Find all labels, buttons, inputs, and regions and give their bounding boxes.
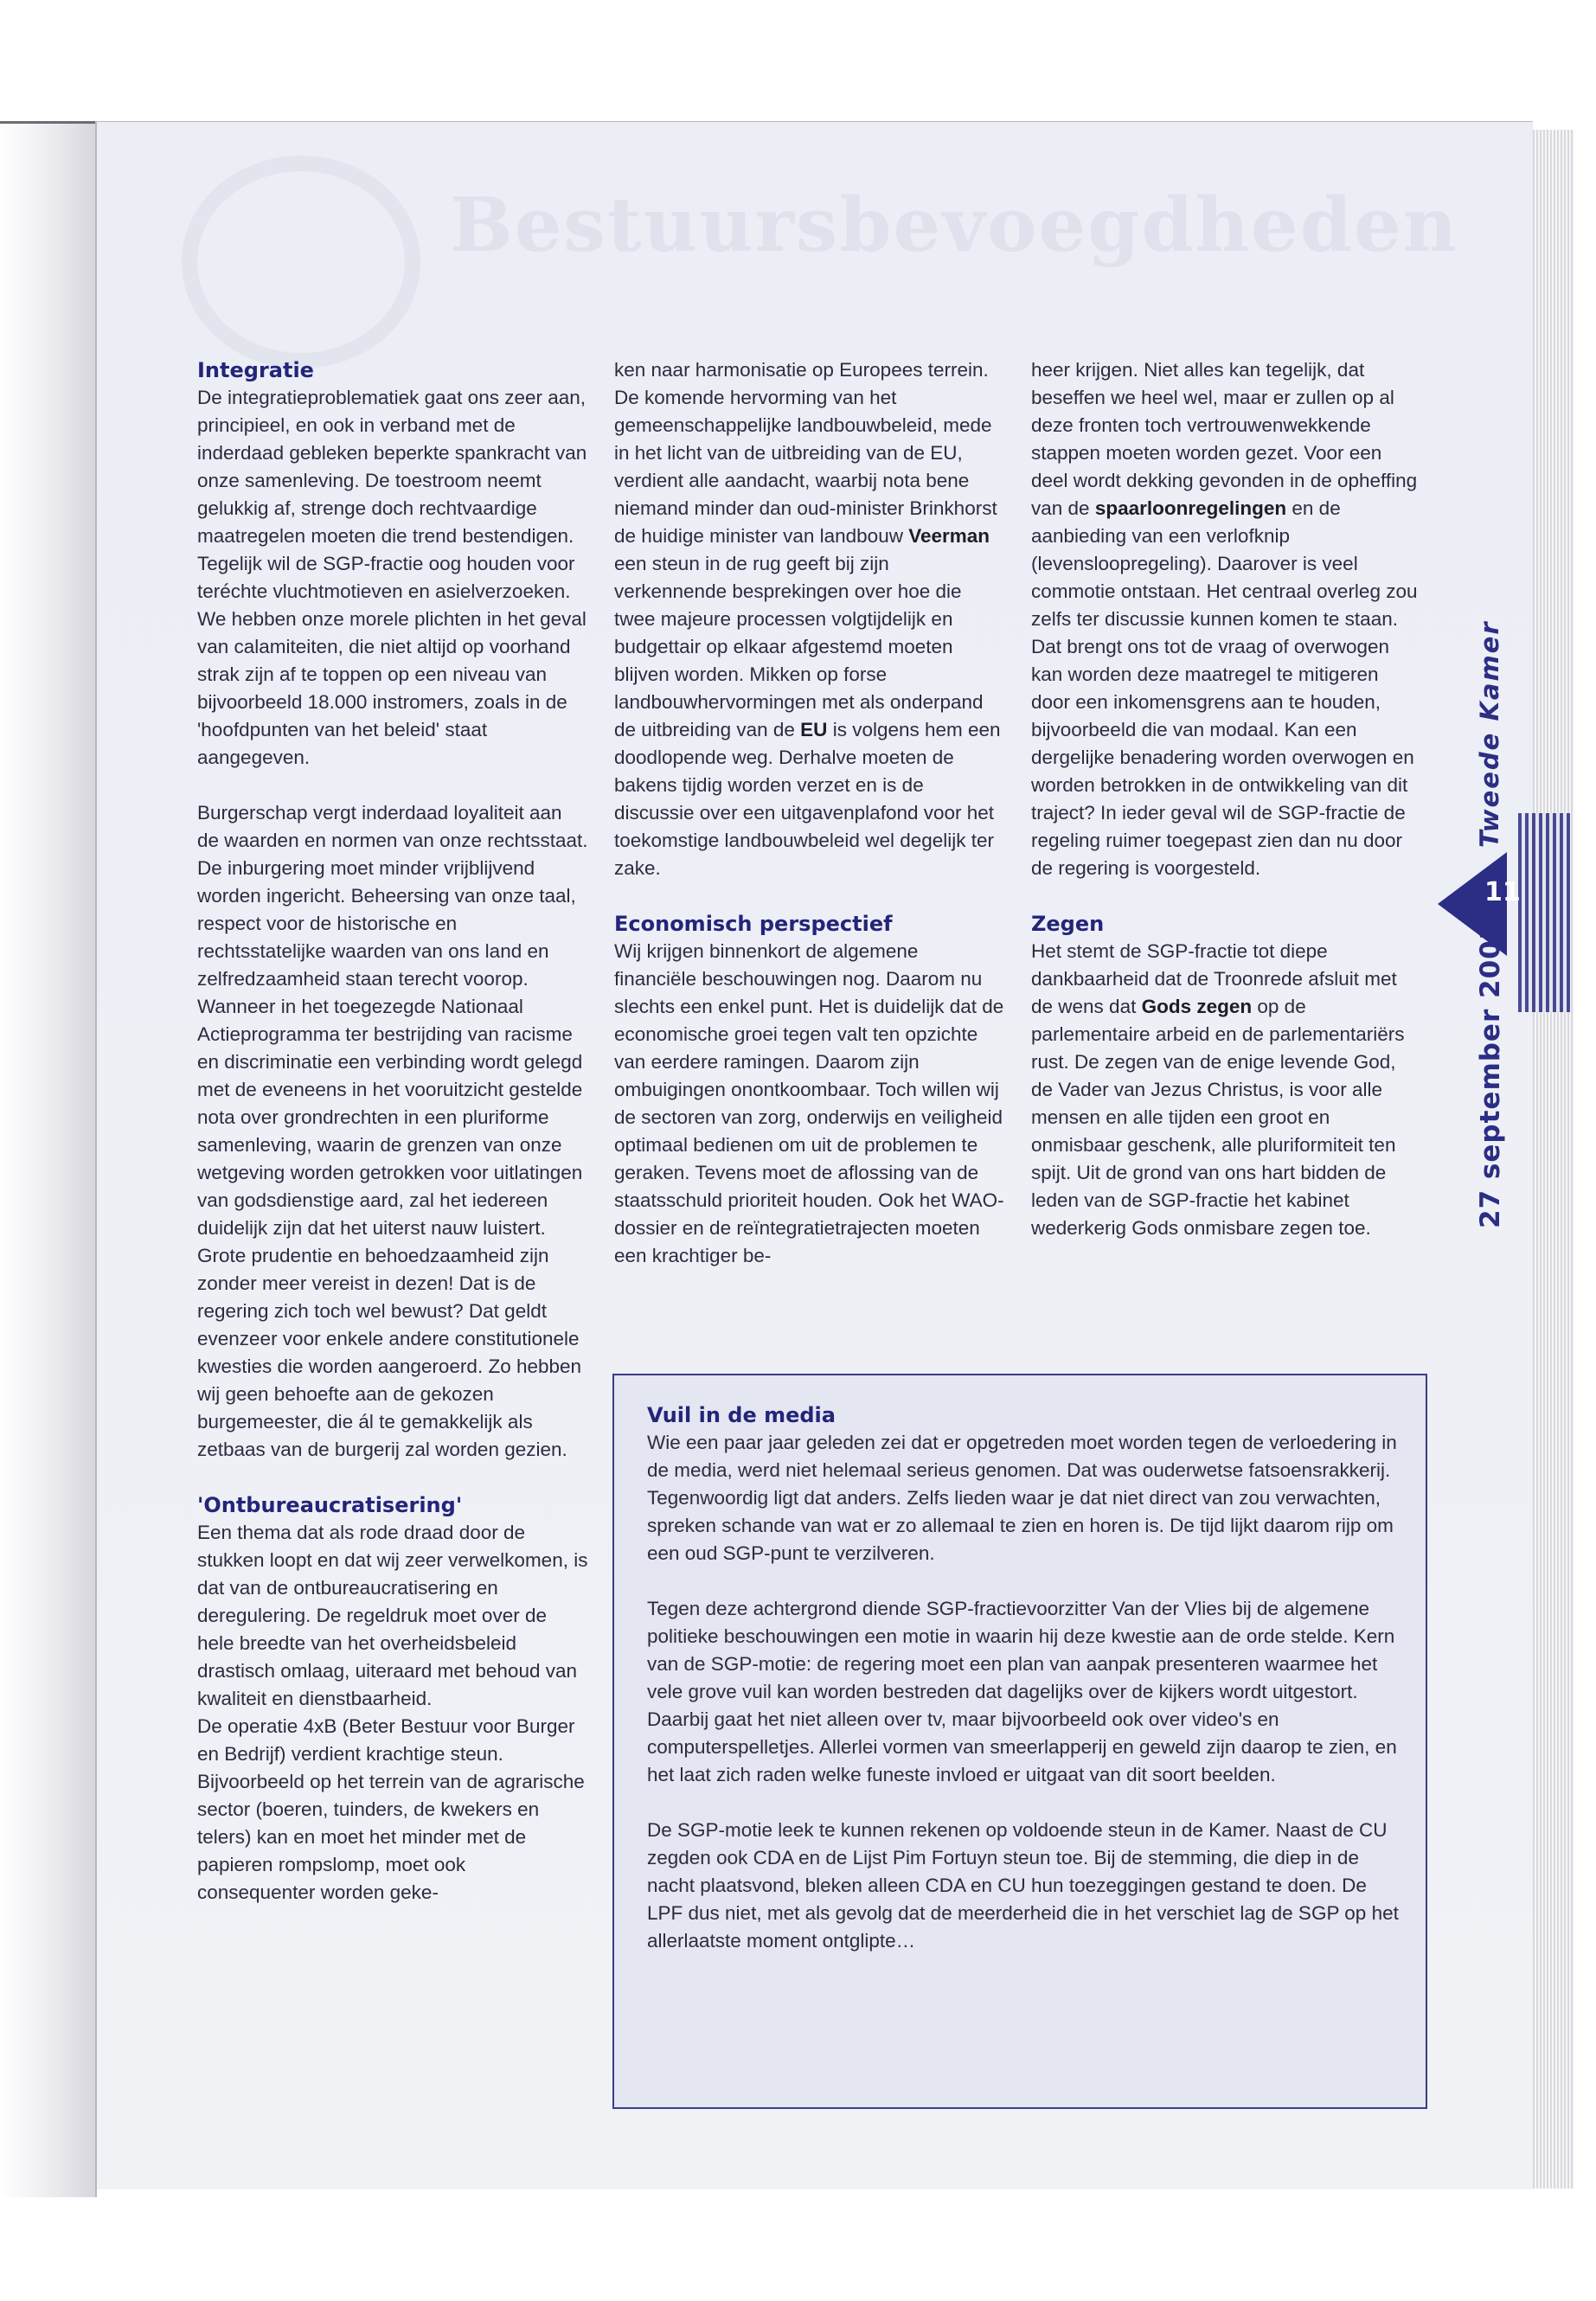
binding-spine [0,121,97,2197]
box-title: Vuil in de media [647,1403,836,1427]
paragraph: Het stemt de SGP-fractie tot diepe dankbaarheid dat de Troonrede afsluit met de wens dat Gods zegen op de parlementaire arbeid en de parlementariërs rust. De zegen van de enige levende God, de Vader van Jezus Christus, is voor alle mensen en alle tijden een groot en onmisbaar geschenk, alle pluriformiteit ten spijt. Uit de grond van ons hart bidden de leden van de SGP-fractie het kabinet wederkerig Gods onmisbare zegen toe. [1031,940,1405,1239]
paragraph: ken naar harmonisatie op Europees terrein. De komende hervorming van het gemeenschappelijke landbouwbeleid, mede in het licht van de uitbreiding van de EU, verdient alle aandacht, waarbij nota bene niemand minder dan oud-minister Brinkhorst de huidige minister van landbouw Veerman een steun in de rug geeft bij zijn verkennende besprekingen over hoe die twee majeure processen volgtijdelijk en budgettair op elkaar afgestemd moeten blijven worden. Mikken op forse landbouwhervormingen met als onderpand de uitbreiding van de EU is volgens hem een doodlopende weg. Derhalve moeten de bakens tijdig worden verzet en is de discussie over een uitgavenplafond voor het toekomstige landbouwbeleid wel degelijk ter zake. [614,359,1001,879]
paragraph: Een thema dat als rode draad door de stukken loopt en dat wij zeer verwelkomen, is dat van de ontbureaucratisering en deregulering. De regeldruk moet over de hele breedte van het overheidsbeleid drastisch omlaag, uiteraard met behoud van kwaliteit en dienstbaarheid. [197,1522,588,1709]
ghost-logo-watermark [182,156,420,369]
heading-economisch-perspectief: Economisch perspectief [614,912,893,936]
spine-edge-line [0,121,95,124]
paragraph: De integratieproblematiek gaat ons zeer aan, principieel, en ook in verband met de inderdaad gebleken beperkte spankracht van onze samenleving. De toestroom neemt gelukkig af, strenge doch rechtvaardige maatregelen moeten die trend bestendigen. Tegelijk wil de SGP-fractie oog houden voor teréchte vluchtmotieven en asielverzoeken. We hebben onze morele plichten in het geval van calamiteiten, die niet altijd op voorhand strak zijn af te toppen op een niveau van bijvoorbeeld 18.000 instromers, zoals in de 'hoofdpunten van het beleid' staat aangegeven. [197,387,587,768]
page-stack-edges [1533,130,1574,2189]
keyword-spaarloonregelingen: spaarloonregelingen [1094,497,1287,519]
box-paragraph: De SGP-motie leek te kunnen rekenen op voldoende steun in de Kamer. Naast de CU zegden ook CDA en de Lijst Pim Fortuyn steun toe. Bij de stemming, die diep in de nacht plaatsvond, bleken alleen CDA en CU hun toezeggingen gestand te doen. De LPF dus niet, met als gevolg dat de meerderheid die in het verschiet lag de SGP op het allerlaatste moment ontglipte… [647,1819,1399,1952]
paragraph: heer krijgen. Niet alles kan tegelijk, dat beseffen we heel wel, maar er zullen op al deze fronten toch vertrouwenwekkende stappen moeten worden gezet. Voor een deel wordt dekking gevonden in de opheffing van de spaarloonregelingen en de aanbieding van een verlofknip (levensloopregeling). Daarover is veel commotie ontstaan. Het centraal overleg zou zelfs ter discussie kunnen komen te staan. Dat brengt ons tot de vraag of overwogen kan worden deze maatregel te mitigeren door een inkomensgrens aan te houden, bijvoorbeeld die van modaal. Kan een dergelijke benadering worden overwogen en worden betrokken in de ontwikkeling van dit traject? In ieder geval wil de SGP-fractie de regeling ruimer toegepast zien dan nu door de regering is voorgesteld. [1031,359,1418,879]
box-paragraph: Tegen deze achtergrond diende SGP-fractievoorzitter Van der Vlies bij de algemene politieke beschouwingen een motie in waarin hij deze kwestie aan de orde stelde. Kern van de SGP-motie: de regering moet een plan van aanpak presenteren waarmee het vele grove vuil kan worden bestreden dat dagelijks over de kijkers wordt uitgestort. Daarbij gaat het niet alleen over tv, maar bijvoorbeeld ook over video's en computerspelletjes. Allerlei vormen van smeerlapperij en geweld zijn daarop te zien, en het laat zich raden welke funeste invloed er uitgaat van dit soort beelden. [647,1598,1397,1785]
heading-integratie: Integratie [197,358,314,382]
heading-zegen: Zegen [1031,912,1105,936]
issue-date-vertical: 27 september 2002 [1475,920,1506,1228]
ghost-header-text: Bestuursbevoegdheden [450,182,1459,269]
box-paragraph: Wie een paar jaar geleden zei dat er opgetreden moet worden tegen de verloedering in de media, werd niet helemaal serieus genomen. Dat was ouderwetse fatsoensrakkerij. Tegenwoordig ligt dat anders. Zelfs lieden waar je dat niet direct van zou verwachten, spreken schande van wat er zo allemaal te zien en horen is. De tijd lijkt daarom rijp om een oud SGP-punt te verzilveren. [647,1432,1397,1564]
page-tab-markers [1518,813,1570,1012]
column-3 [1031,356,1422,1242]
sidebar-box-vuil-in-de-media [612,1374,1427,2109]
section-title-vertical: Tweede Kamer [1475,620,1504,848]
paragraph: De operatie 4xB (Beter Bestuur voor Burger en Bedrijf) verdient krachtige steun. Bijvoorbeeld op het terrein van de agrarische sector (boeren, tuinders, de kwekers en telers) kan en moet het minder met de papieren rompslomp, moet ook consequenter worden geke- [197,1715,585,1903]
page-number: 11 [1484,877,1521,907]
keyword-eu: EU [800,719,828,740]
heading-ontbureaucratisering: 'Ontbureaucratisering' [197,1493,463,1517]
column-1 [197,356,588,1907]
paragraph: Burgerschap vergt inderdaad loyaliteit aan de waarden en normen van onze rechtsstaat. De inburgering moet minder vrijblijvend worden ingericht. Beheersing van onze taal, respect voor de historische en rechtsstatelijke waarden van ons land en zelfredzaamheid staan terecht voorop. Wanneer in het toegezegde Nationaal Actieprogramma ter bestrijding van racisme en discriminatie een verbinding wordt gelegd met de eveneens in het vooruitzicht gestelde nota over grondrechten in een pluriforme samenleving, waarin de grenzen van onze wetgeving worden getrokken voor uitlatingen van godsdienstige aard, zal het iedereen duidelijk zijn dat het uiterst nauw luistert. Grote prudentie en behoedzaamheid zijn zonder meer vereist in dezen! Dat is de regering zich toch wel bewust? Dat geldt evenzeer voor enkele andere constitutionele kwesties die worden aangeroerd. Zo hebben wij geen behoefte aan de gekozen burgemeester, die ál te gemakkelijk als zetbaas van de burgerij zal worden gezien. [197,802,588,1460]
keyword-veerman: Veerman [908,525,990,547]
keyword-gods-zegen: Gods zegen [1141,996,1253,1017]
column-2 [614,356,1005,1270]
paragraph: Wij krijgen binnenkort de algemene financiële beschouwingen nog. Daarom nu slechts een enkel punt. Het is duidelijk dat de economische groei tegen valt ten opzichte van eerdere ramingen. Daarom zijn ombuigingen onontkoombaar. Toch willen wij de sectoren van zorg, onderwijs en veiligheid optimaal bedienen om uit de problemen te geraken. Tevens moet de aflossing van de staatsschuld prioriteit houden. Ook het WAO-dossier en de reïntegratietrajecten moeten een krachtiger be- [614,940,1004,1266]
